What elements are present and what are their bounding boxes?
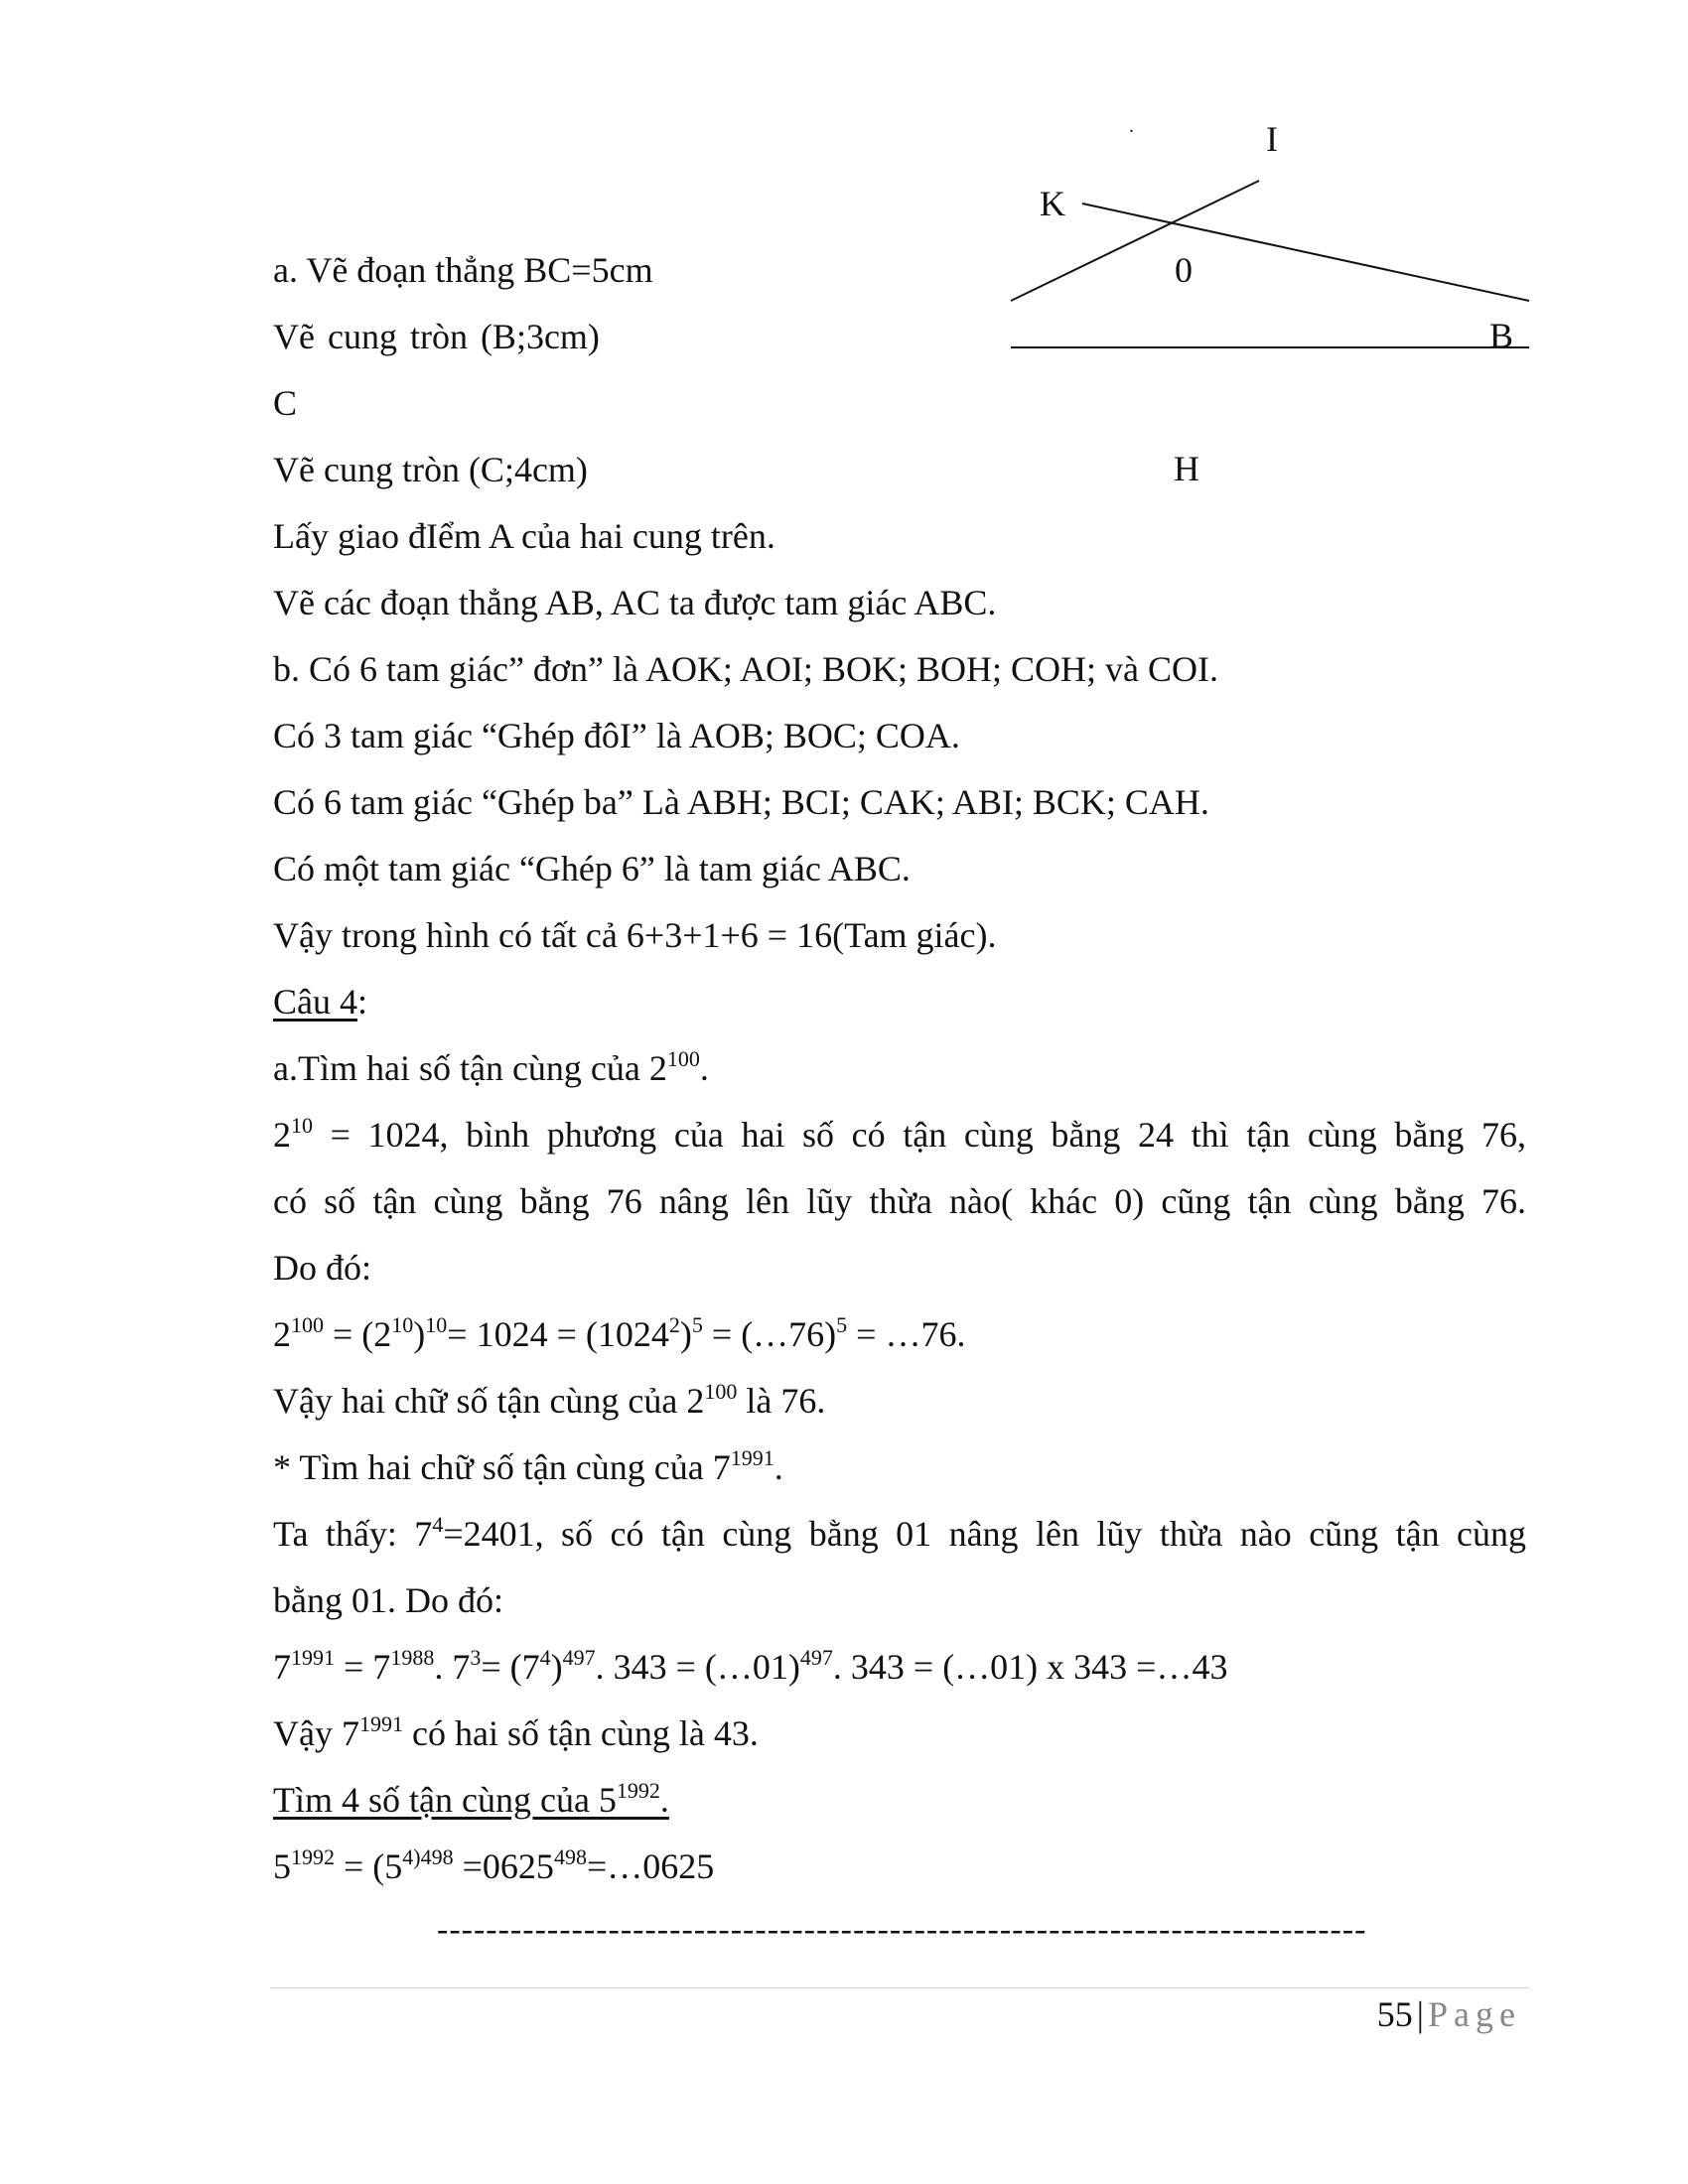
text-line: Vậy hai chữ số tận cùng của $2^{100}$ là 76. [273, 1379, 826, 1421]
text-line: Vẽ các đoạn thẳng AB, AC ta được tam giác ABC. [273, 583, 997, 622]
page-footer [1377, 1989, 1521, 2039]
text-line: có số tận cùng bằng 76 nâng lên lũy thừa nào( khác 0) cũng tận cùng bằng 76. [273, 1181, 1526, 1221]
triangle-figure [0, 0, 1688, 417]
section-separator: ---------------------------------------------------------------------------- [437, 1911, 1367, 1948]
label-k: K [1040, 184, 1065, 223]
page-word: Page [1428, 1994, 1521, 2034]
text-line: Vậy $7^{1991}$ có hai số tận cùng là 43. [273, 1711, 759, 1753]
heading-text: Câu 4 [273, 982, 357, 1022]
page-number: 55 [1376, 1994, 1413, 2034]
text-line: C [273, 383, 298, 423]
equation-line: $7^{1991} = 7^{1988}$. $7^3= (7^4)^{497}$. 343 = (…01)$^{497}$. 343 = (…01) x 343 =…43 [273, 1645, 1228, 1687]
text-line: * Tìm hai chữ số tận cùng của $7^{1991}$. [273, 1445, 783, 1487]
equation-line: $2^{100} = (2^{10})^{10}= 1024 = (1024^2)^5$ = (…76)$^5$ = …76. [273, 1312, 966, 1354]
text-line: Vẽ cung tròn (C;4cm) [273, 450, 588, 489]
label-h: H [1174, 449, 1199, 488]
section-heading: Câu 4: [273, 982, 368, 1022]
footer-separator: | [1416, 1994, 1425, 2034]
text-line: Ta thấy: $7^4=2401$, số có tận cùng bằng 01 nâng lên lũy thừa nào cũng tận cùng [273, 1512, 1526, 1554]
line-k-b [1082, 204, 1529, 301]
text-line: Có một tam giác “Ghép 6” là tam giác ABC. [273, 849, 911, 888]
label-o: 0 [1175, 250, 1193, 290]
text-line: a. Vẽ đoạn thẳng BC=5cm [273, 250, 653, 290]
text-line: Lấy giao đIểm A của hai cung trên. [273, 516, 775, 556]
text-line: Vẽ cung tròn (B;3cm) [273, 317, 600, 356]
equation-line: $5^{1992} = (5^{4)498}$ $=0625^{498}=\dots 0625$ [273, 1844, 715, 1886]
subheading-line: Tìm 4 số tận cùng của $5^{1992}$. [273, 1778, 669, 1820]
text-line: Do đó: [273, 1248, 371, 1288]
text-line: Có 3 tam giác “Ghép đôI” là AOB; BOC; COA. [273, 716, 960, 755]
text-line: Có 6 tam giác “Ghép ba” Là ABH; BCI; CAK; ABI; BCK; CAH. [273, 782, 1209, 822]
label-i: I [1266, 119, 1278, 159]
label-b: B [1489, 316, 1514, 355]
text-line: a.Tìm hai số tận cùng của $2^{100}$. [273, 1046, 709, 1088]
text-line: Vậy trong hình có tất cả 6+3+1+6 = 16(Tam giác). [273, 915, 997, 955]
footer-rule [270, 1987, 1529, 1988]
text-line: $2^{10} = 1024$, bình phương của hai số có tận cùng bằng 24 thì tận cùng bằng 76, [273, 1113, 1526, 1155]
text-line: bằng 01. Do đó: [273, 1580, 503, 1620]
figure-dot: . [1129, 115, 1134, 137]
text-line: b. Có 6 tam giác” đơn” là AOK; AOI; BOK; BOH; COH; và COI. [273, 649, 1218, 689]
